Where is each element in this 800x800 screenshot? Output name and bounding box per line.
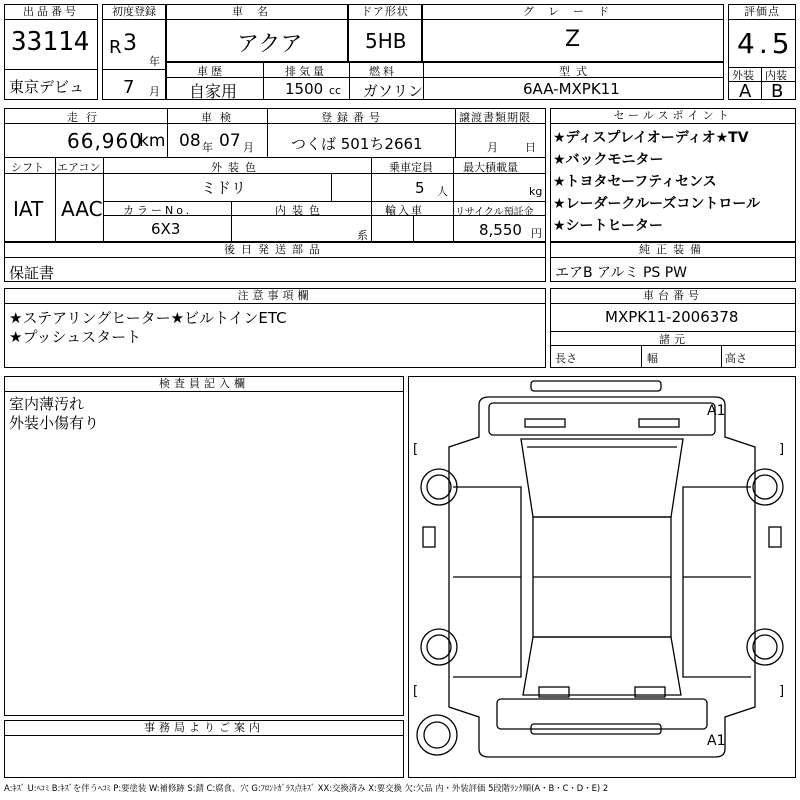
exterior-grade: A xyxy=(739,81,752,102)
sales-points-header: セールスポイント xyxy=(551,109,795,124)
mileage: 66,960 xyxy=(67,129,143,153)
inspector-note: 室内薄汚れ xyxy=(9,395,85,413)
bracket-right-top: ] xyxy=(779,442,785,457)
chassis-number: MXPK11-2006378 xyxy=(605,308,739,326)
interior-grade: B xyxy=(771,81,784,102)
fuel-header: 燃料 xyxy=(369,65,397,78)
inspector-header: 検査員記入欄 xyxy=(5,377,403,392)
dimensions-header: 諸元 xyxy=(659,333,689,346)
chassis-header: 車台番号 xyxy=(551,289,795,304)
sales-point: ★シートヒーター xyxy=(553,218,663,234)
office-box xyxy=(4,720,404,778)
aircon-header: エアコン xyxy=(57,161,101,174)
model-type: 6AA-MXPK11 xyxy=(523,80,620,98)
lot-number: 33114 xyxy=(11,27,90,57)
legend: A:ｷｽﾞ U:ﾍｺﾐ B:ｷｽﾞを伴うﾍｺﾐ P:要塗装 W:補修跡 S:錆 C:腐食、穴 G:ﾌﾛﾝﾄｶﾞﾗｽ点ｷｽﾞ XX:交換済み X:要交換 欠:欠品 内・外装評価 5段階ﾗﾝｸ順(A・B・C・D・E) 2 xyxy=(4,783,609,793)
door-type-box xyxy=(348,4,422,62)
mileage-header: 走行 xyxy=(67,111,105,124)
bracket-left-mid: [ xyxy=(413,684,419,699)
interior-header: 内装 xyxy=(765,69,787,82)
recycle-header: リサイクル預託金 xyxy=(455,207,534,218)
displacement-unit: cc xyxy=(329,84,342,97)
exterior-color-header: 外装色 xyxy=(211,161,262,174)
office-header: 事務局よりご案内 xyxy=(5,721,403,736)
score: 4.5 xyxy=(737,27,794,60)
capacity-header: 乗車定員 xyxy=(389,161,433,174)
transfer-month-unit: 月 xyxy=(487,141,498,154)
exterior-header: 外装 xyxy=(732,69,754,82)
shift-header: シフト xyxy=(11,161,44,174)
genuine-equipment-box xyxy=(550,242,796,282)
year-unit: 年 xyxy=(149,55,160,68)
width-label: 幅 xyxy=(647,352,658,365)
damage-diagram xyxy=(408,376,796,778)
plate-header: 登録番号 xyxy=(321,111,385,124)
door-type: 5HB xyxy=(365,29,407,53)
score-header: 評価点 xyxy=(729,5,795,20)
displacement: 1500 xyxy=(285,80,324,98)
inspector-notes xyxy=(9,395,99,433)
color-number: 6X3 xyxy=(151,220,181,238)
first-registration-box xyxy=(102,4,166,100)
sales-point: ★トヨタセーフティセンス xyxy=(553,174,717,190)
sales-point: ★ディスプレイオーディオ★TV xyxy=(553,130,749,146)
color-number-header: カラーNo. xyxy=(123,204,193,217)
history: 自家用 xyxy=(189,82,238,101)
vehicle-details-box xyxy=(4,108,546,242)
exterior-color: ミドリ xyxy=(201,179,247,197)
sales-point-list xyxy=(553,127,760,237)
lot-number-header: 出品番号 xyxy=(5,5,97,20)
registration-year: 3 xyxy=(123,31,137,56)
chassis-box xyxy=(550,288,796,368)
door-type-header: ドア形状 xyxy=(349,5,421,20)
grade: Z xyxy=(565,27,581,52)
history-header: 車歴 xyxy=(197,65,225,78)
inspection-month-unit: 月 xyxy=(243,141,254,154)
notes-box xyxy=(4,288,546,368)
capacity: 5 xyxy=(415,179,425,197)
note-line: ★ステアリングヒーター★ビルトインETC xyxy=(9,309,287,327)
era-letter: R xyxy=(109,37,122,58)
aircon: AAC xyxy=(61,197,103,221)
inspection-month: 07 xyxy=(219,131,241,151)
transfer-header: 譲渡書類期限 xyxy=(459,111,531,124)
fuel: ガソリン xyxy=(363,82,424,100)
later-parts: 保証書 xyxy=(9,264,55,282)
mileage-unit: km xyxy=(139,131,166,151)
car-name-header: 車名 xyxy=(167,5,347,20)
car-outline xyxy=(409,377,795,777)
bracket-left-top: [ xyxy=(413,442,419,457)
genuine-equipment: エアB アルミ PS PW xyxy=(555,265,688,281)
height-label: 高さ xyxy=(725,352,747,365)
later-parts-header: 後日発送部品 xyxy=(5,243,545,258)
max-load-header: 最大積載量 xyxy=(463,161,518,174)
mark-bottom: A1 xyxy=(707,733,726,749)
transfer-day-unit: 日 xyxy=(525,141,536,154)
sales-points-box xyxy=(550,108,796,242)
plate-number: つくば 501ち2661 xyxy=(291,135,423,153)
later-parts-box xyxy=(4,242,546,282)
score-box xyxy=(728,4,796,100)
interior-color-header: 内装色 xyxy=(275,204,326,217)
recycle-unit: 円 xyxy=(531,227,542,240)
sales-point: ★バックモニター xyxy=(553,152,664,168)
grade-header: グレード xyxy=(423,5,723,20)
note-line: ★プッシュスタート xyxy=(9,328,142,346)
max-load-unit: kg xyxy=(529,185,543,198)
history-row xyxy=(166,62,724,100)
lot-number-box xyxy=(4,4,98,100)
venue-name: 東京デビュ xyxy=(9,78,85,96)
month-unit: 月 xyxy=(149,85,160,98)
first-registration-header: 初度登録 xyxy=(103,5,165,20)
shift: IAT xyxy=(13,197,44,221)
genuine-equipment-header: 純正装備 xyxy=(551,243,795,258)
capacity-unit: 人 xyxy=(437,185,448,198)
recycle-fee: 8,550 xyxy=(479,221,522,239)
inspection-header: 車検 xyxy=(201,111,239,124)
inspection-year: 08 xyxy=(179,131,201,151)
bracket-right-mid: ] xyxy=(779,684,785,699)
registration-month: 7 xyxy=(123,77,135,98)
mark-top: A1 xyxy=(707,403,726,419)
model-type-header: 型式 xyxy=(559,65,593,78)
notes-list xyxy=(9,309,287,347)
car-name-box xyxy=(166,4,348,62)
length-label: 長さ xyxy=(555,352,577,365)
inspection-year-unit: 年 xyxy=(202,141,213,154)
sales-point: ★レーダークルーズコントロール xyxy=(553,196,761,212)
car-name: アクア xyxy=(237,32,303,57)
notes-header: 注意事項欄 xyxy=(5,289,545,304)
inspector-note: 外装小傷有り xyxy=(9,414,100,432)
inspector-box xyxy=(4,376,404,716)
grade-box xyxy=(422,4,724,62)
interior-color-unit: 系 xyxy=(357,229,368,242)
displacement-header: 排気量 xyxy=(285,65,327,78)
import-header: 輸入車 xyxy=(385,204,424,217)
